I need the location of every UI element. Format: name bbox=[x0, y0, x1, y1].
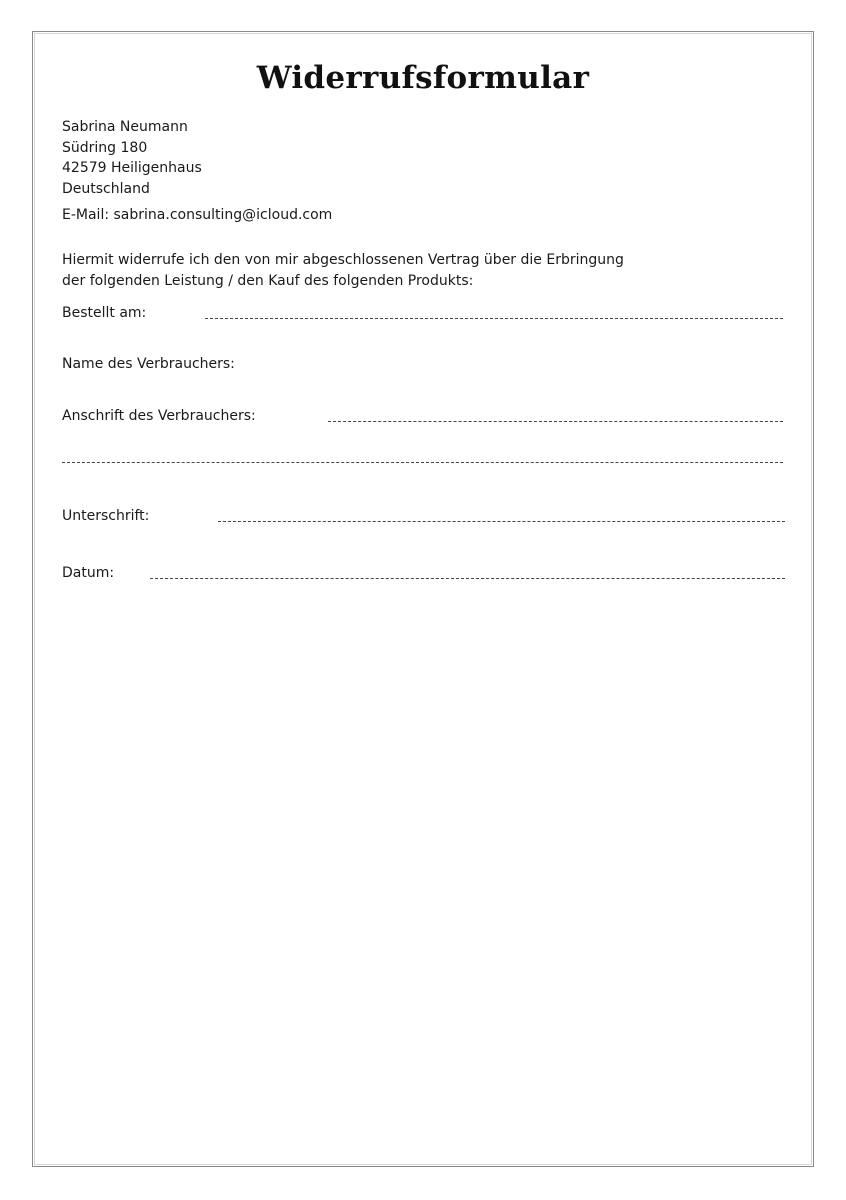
date-line bbox=[150, 578, 785, 579]
sender-country: Deutschland bbox=[62, 180, 150, 197]
statement-line-2: der folgenden Leistung / den Kauf des folgenden Produkts: bbox=[62, 272, 474, 289]
consumer-name-label: Name des Verbrauchers: bbox=[62, 356, 235, 372]
date-label: Datum: bbox=[62, 565, 115, 581]
ordered-on-line bbox=[205, 318, 783, 319]
statement-line-1: Hiermit widerrufe ich den von mir abgeschlossenen Vertrag über die Erbringung bbox=[62, 252, 624, 268]
consumer-address-line-1 bbox=[328, 421, 783, 422]
ordered-on-label: Bestellt am: bbox=[62, 305, 147, 321]
consumer-address-line-2 bbox=[62, 462, 783, 463]
email-label: E-Mail: bbox=[62, 207, 110, 223]
page-border-inner bbox=[34, 33, 812, 1165]
sender-email-line bbox=[62, 205, 332, 226]
signature-line bbox=[218, 521, 785, 522]
signature-label: Unterschrift: bbox=[62, 508, 150, 524]
withdrawal-statement bbox=[62, 250, 624, 291]
sender-city: 42579 Heiligenhaus bbox=[62, 160, 202, 176]
consumer-address-label: Anschrift des Verbrauchers: bbox=[62, 408, 256, 424]
sender-name: Sabrina Neumann bbox=[62, 119, 188, 135]
sender-street: Südring 180 bbox=[62, 139, 148, 156]
email-address: sabrina.consulting@icloud.com bbox=[113, 207, 333, 223]
sender-address-block bbox=[62, 117, 202, 199]
document-title: Widerrufsformular bbox=[256, 60, 590, 96]
